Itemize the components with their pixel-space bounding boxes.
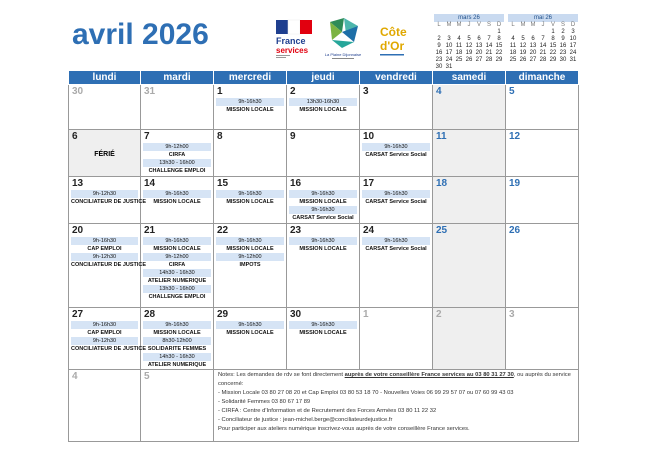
calendar-day-cell[interactable]: [287, 224, 360, 308]
mini-weekday-label: M: [446, 22, 452, 28]
calendar-day-cell[interactable]: [69, 85, 141, 130]
calendar-day-cell[interactable]: [360, 85, 433, 130]
mini-day: 8: [551, 36, 555, 42]
mini-day: 8: [497, 36, 501, 42]
day-number: 5: [144, 371, 150, 382]
mini-day: 31: [445, 64, 453, 70]
mini-day: 22: [549, 50, 557, 56]
day-number: 6: [72, 131, 78, 142]
event-label: CHALLENGE EMPLOI: [148, 294, 206, 300]
event-label: CAP EMPLOI: [87, 330, 122, 336]
calendar-day-cell[interactable]: [506, 177, 579, 224]
france-services-logo: [272, 20, 316, 60]
calendar-day-cell[interactable]: [506, 130, 579, 177]
mini-weekday-label: S: [486, 22, 491, 28]
mini-weekday-label: M: [456, 22, 462, 28]
event-time: 9h-12h00: [143, 253, 211, 261]
event-label: SOLIDARITE FEMMES: [147, 346, 207, 352]
event-label: CIRFA: [168, 152, 186, 158]
day-number: 24: [363, 225, 375, 236]
calendar-day-cell[interactable]: [141, 370, 214, 442]
calendar-day-cell[interactable]: [141, 85, 214, 130]
event-label: CIRFA: [168, 262, 186, 268]
event-label: CONCILIATEUR DE JUSTICE: [71, 346, 147, 352]
cote-dor-logo-line1: Côte: [380, 25, 407, 39]
mini-day: [434, 29, 444, 36]
day-number: 27: [72, 309, 84, 320]
day-number: 22: [217, 225, 229, 236]
calendar-day-cell[interactable]: [141, 130, 214, 177]
event-time: 9h-16h30: [143, 321, 211, 329]
weekday-header: mardi: [141, 71, 214, 85]
calendar-week-row: [69, 130, 579, 177]
mini-day: 21: [485, 50, 493, 56]
event-label: IMPOTS: [239, 262, 261, 268]
calendar-day-cell[interactable]: [287, 85, 360, 130]
mini-day: 16: [559, 43, 567, 49]
mini-day: 30: [559, 57, 567, 63]
day-number: 15: [217, 178, 229, 189]
calendar-day-cell[interactable]: [433, 177, 506, 224]
calendar-day-cell[interactable]: [360, 130, 433, 177]
mini-calendar-title: mars 26: [434, 14, 504, 22]
day-number: 17: [363, 178, 375, 189]
event-time: 9h-16h30: [362, 237, 430, 245]
weekday-header-row: [69, 71, 579, 85]
day-number: 8: [217, 131, 223, 142]
mini-day: 23: [559, 50, 567, 56]
event-label: CARSAT Service Social: [365, 152, 427, 158]
calendar-day-cell[interactable]: [214, 224, 287, 308]
event-label: MISSION LOCALE: [226, 330, 274, 336]
event-label: MISSION LOCALE: [226, 199, 274, 205]
day-number: 16: [290, 178, 302, 189]
calendar-day-cell[interactable]: [287, 130, 360, 177]
event-time: 9h-12h30: [71, 337, 138, 345]
mini-day: 12: [519, 43, 527, 49]
mini-day: 17: [569, 43, 577, 49]
mini-day: 11: [509, 43, 517, 49]
mini-day: 24: [445, 57, 453, 63]
day-number: 10: [363, 131, 375, 142]
event-label: MISSION LOCALE: [153, 246, 201, 252]
event-label: MISSION LOCALE: [153, 199, 201, 205]
mini-weekday-label: D: [496, 22, 502, 28]
event-time: 9h-16h30: [362, 190, 430, 198]
month-calendar: [68, 70, 579, 442]
mini-day: [484, 29, 494, 36]
cote-dor-logo: [376, 20, 416, 60]
mini-day: 3: [571, 29, 575, 35]
event-time: 9h-16h30: [71, 321, 138, 329]
mini-day: 14: [539, 43, 547, 49]
mini-day: 14: [485, 43, 493, 49]
mini-day: [444, 29, 454, 36]
calendar-day-cell[interactable]: [506, 85, 579, 130]
notes-intro: [218, 371, 574, 389]
mini-day: [528, 29, 538, 36]
calendar-day-cell[interactable]: [214, 177, 287, 224]
day-number: 26: [509, 225, 521, 236]
event-label: MISSION LOCALE: [299, 330, 347, 336]
day-number: 5: [509, 86, 515, 97]
calendar-day-cell[interactable]: [433, 130, 506, 177]
event-time: 9h-16h30: [143, 190, 211, 198]
day-number: 18: [436, 178, 448, 189]
event-time: 9h-12h00: [143, 143, 211, 151]
event-label: CONCILIATEUR DE JUSTICE: [71, 262, 147, 268]
calendar-day-cell[interactable]: [360, 308, 433, 370]
event-time: 13h30-16h30: [289, 98, 357, 106]
mini-weekday-label: V: [476, 22, 481, 28]
mini-day: 19: [465, 50, 473, 56]
mini-weekday-label: V: [550, 22, 555, 28]
calendar-day-cell[interactable]: [214, 130, 287, 177]
day-number: 2: [290, 86, 296, 97]
mini-day: 18: [509, 50, 517, 56]
mini-calendar-prev: [434, 14, 504, 71]
mini-day: 29: [549, 57, 557, 63]
event-time: 9h-12h30: [71, 190, 138, 198]
france-services-logo-line1: France: [276, 36, 306, 46]
calendar-day-cell[interactable]: [506, 308, 579, 370]
mini-day: 5: [521, 36, 525, 42]
day-number: 19: [509, 178, 521, 189]
event-label: CARSAT Service Social: [365, 246, 427, 252]
calendar-day-cell[interactable]: [214, 85, 287, 130]
calendar-week-row: [69, 224, 579, 308]
day-number: 12: [509, 131, 521, 142]
event-time: 9h-16h30: [289, 321, 357, 329]
mini-day: 20: [529, 50, 537, 56]
mini-day: 17: [445, 50, 453, 56]
calendar-day-cell[interactable]: [69, 224, 147, 308]
mini-day: 30: [435, 64, 443, 70]
mini-day: 15: [549, 43, 557, 49]
mini-day: [518, 29, 528, 36]
day-number: 25: [436, 225, 448, 236]
mini-day: [508, 29, 518, 36]
notes-line: - Conciliateur de justice : jean-michel.berge@conciliateurdejustice.fr: [218, 417, 393, 423]
mini-day: 19: [519, 50, 527, 56]
calendar-day-cell[interactable]: [287, 308, 360, 370]
notes-cell: [214, 370, 579, 442]
event-label: ATELIER NUMERIQUE: [147, 362, 207, 368]
weekday-header: samedi: [433, 71, 506, 85]
calendar-week-row: [69, 85, 579, 130]
mini-weekday-label: L: [511, 22, 515, 28]
cote-dor-logo-line2: d'Or: [380, 39, 405, 53]
event-label: MISSION LOCALE: [226, 107, 274, 113]
event-label: ATELIER NUMERIQUE: [147, 278, 207, 284]
mini-day: 7: [541, 36, 545, 42]
mini-day: 1: [551, 29, 555, 35]
mini-day: 26: [519, 57, 527, 63]
day-number: 30: [290, 309, 302, 320]
mini-day: 22: [495, 50, 503, 56]
calendar-day-cell[interactable]: [433, 308, 506, 370]
event-time: 8h30-12h00: [143, 337, 211, 345]
mini-weekday-label: J: [541, 22, 545, 28]
mini-day: 13: [529, 43, 537, 49]
day-number: 4: [436, 86, 442, 97]
mini-day: 25: [509, 57, 517, 63]
calendar-day-cell[interactable]: [360, 177, 433, 224]
calendar-day-cell[interactable]: [141, 308, 214, 370]
mini-weekday-label: S: [560, 22, 565, 28]
day-number: 1: [363, 309, 369, 320]
event-label: MISSION LOCALE: [226, 246, 274, 252]
weekday-header: jeudi: [287, 71, 360, 85]
mini-day: [474, 29, 484, 36]
mini-day: 23: [435, 57, 443, 63]
event-time: 9h-12h30: [71, 253, 138, 261]
calendar-day-cell[interactable]: [141, 177, 214, 224]
calendar-day-cell[interactable]: [287, 177, 360, 224]
mini-day: 5: [467, 36, 471, 42]
mini-day: 25: [455, 57, 463, 63]
day-number: 3: [363, 86, 369, 97]
event-time: 9h-16h30: [289, 237, 357, 245]
mini-day: 9: [561, 36, 565, 42]
event-time: 9h-16h30: [289, 206, 357, 214]
day-number: 28: [144, 309, 156, 320]
mini-day: 10: [445, 43, 453, 49]
day-number: 11: [436, 131, 447, 142]
mini-weekday-label: L: [437, 22, 441, 28]
mini-weekday-label: D: [570, 22, 576, 28]
mini-day: 21: [539, 50, 547, 56]
mini-day: 10: [569, 36, 577, 42]
calendar-day-cell[interactable]: [69, 308, 147, 370]
event-time: 9h-16h30: [216, 237, 284, 245]
mini-day: 31: [569, 57, 577, 63]
mini-calendar-grid: [508, 22, 578, 64]
event-time: 9h-16h30: [289, 190, 357, 198]
mini-day: [454, 29, 464, 36]
mini-weekday-label: M: [520, 22, 526, 28]
mini-day: 13: [475, 43, 483, 49]
notes-line: - CIRFA : Centre d'Information et de Recrutement des Forces Armées 03 80 11 22 32: [218, 408, 437, 414]
calendar-week-row: [69, 370, 579, 442]
mini-day: 29: [495, 57, 503, 63]
event-time: 9h-16h30: [362, 143, 430, 151]
notes-suffix: , ou auprès du service concerné:: [218, 372, 571, 387]
event-time: 9h-16h30: [71, 237, 138, 245]
day-number: 2: [436, 309, 442, 320]
notes: [216, 370, 576, 435]
calendar-day-cell[interactable]: [433, 224, 506, 308]
event-label: MISSION LOCALE: [153, 330, 201, 336]
mini-day: 11: [455, 43, 463, 49]
day-number: 23: [290, 225, 302, 236]
event-time: 13h30 - 16h00: [143, 285, 211, 293]
day-number: 29: [217, 309, 229, 320]
mini-day: 3: [447, 36, 451, 42]
mini-day: 7: [487, 36, 491, 42]
day-number: 3: [509, 309, 515, 320]
calendar-day-cell[interactable]: [360, 224, 433, 308]
mini-weekday-label: J: [467, 22, 471, 28]
event-time: 9h-12h00: [216, 253, 284, 261]
event-time: 9h-16h30: [216, 321, 284, 329]
event-label: MISSION LOCALE: [299, 199, 347, 205]
mini-weekday-label: M: [530, 22, 536, 28]
mini-day: 28: [539, 57, 547, 63]
mini-day: [464, 29, 474, 36]
event-label: CARSAT Service Social: [365, 199, 427, 205]
day-number: 7: [144, 131, 150, 142]
notes-phone-highlight: auprès de votre conseillère France services au 03 80 31 27 30: [344, 372, 514, 378]
day-number: 20: [72, 225, 84, 236]
mini-day: 12: [465, 43, 473, 49]
day-number: 31: [144, 86, 156, 97]
plaine-dijonnaise-logo-text: La Plaine Dijonnaise: [324, 52, 362, 57]
calendar-week-row: [69, 177, 579, 224]
event-label: MISSION LOCALE: [299, 107, 347, 113]
day-number: 30: [72, 86, 84, 97]
mini-day: [538, 29, 548, 36]
calendar-day-cell[interactable]: [69, 370, 141, 442]
day-number: 14: [144, 178, 156, 189]
mini-day: 24: [569, 50, 577, 56]
day-number: 9: [290, 131, 296, 142]
event-time: 14h30 - 16h30: [143, 353, 211, 361]
weekday-header: vendredi: [360, 71, 433, 85]
event-time: 9h-16h30: [143, 237, 211, 245]
mini-day: 2: [437, 36, 441, 42]
mini-day: 27: [475, 57, 483, 63]
calendar-day-cell[interactable]: [69, 130, 141, 177]
holiday-label: FÉRIÉ: [94, 151, 115, 158]
day-number: 21: [144, 225, 156, 236]
event-label: CARSAT Service Social: [292, 215, 354, 221]
event-time: 9h-16h30: [216, 190, 284, 198]
mini-calendar-title: mai 26: [508, 14, 578, 22]
page-title: avril 2026: [72, 18, 209, 51]
calendar-day-cell[interactable]: [69, 177, 147, 224]
mini-day: 20: [475, 50, 483, 56]
france-services-logo-line2: services: [276, 46, 309, 55]
notes-line: - Solidarité Femmes 03 80 67 17 89: [218, 399, 311, 405]
day-number: 1: [217, 86, 223, 97]
event-time: 9h-16h30: [216, 98, 284, 106]
calendar-day-cell[interactable]: [433, 85, 506, 130]
notes-line: Pour participer aux ateliers numérique inscrivez-vous auprès de votre conseillère France services.: [218, 426, 470, 432]
calendar-day-cell[interactable]: [506, 224, 579, 308]
notes-line: - Mission Locale 03 80 27 08 20 et Cap Emploi 03 80 53 18 70 - Nouvelles Voies 06 99 29 57 07 ou 07 60 99 43 03: [218, 390, 514, 396]
notes-prefix: Notes: Les demandes de rdv se font directement: [218, 372, 345, 378]
mini-day: 1: [497, 29, 501, 35]
weekday-header: dimanche: [506, 71, 579, 85]
mini-calendar-next: [508, 14, 578, 64]
event-label: CONCILIATEUR DE JUSTICE: [71, 199, 147, 205]
mini-day: 6: [531, 36, 535, 42]
mini-day: 27: [529, 57, 537, 63]
mini-day: 4: [457, 36, 461, 42]
mini-day: 4: [511, 36, 515, 42]
mini-calendar-grid: [434, 22, 504, 71]
calendar-week-row: [69, 308, 579, 370]
calendar-day-cell[interactable]: [214, 308, 287, 370]
event-label: CHALLENGE EMPLOI: [148, 168, 206, 174]
event-label: CAP EMPLOI: [87, 246, 122, 252]
mini-day: 9: [437, 43, 441, 49]
calendar-day-cell[interactable]: [141, 224, 214, 308]
day-number: 4: [72, 371, 78, 382]
mini-day: 16: [435, 50, 443, 56]
mini-day: 26: [465, 57, 473, 63]
weekday-header: mercredi: [214, 71, 287, 85]
mini-day: 15: [495, 43, 503, 49]
event-time: 14h30 - 16h30: [143, 269, 211, 277]
mini-day: 28: [485, 57, 493, 63]
weekday-header: lundi: [69, 71, 141, 85]
mini-day: 6: [477, 36, 481, 42]
day-number: 13: [72, 178, 84, 189]
event-time: 13h30 - 16h00: [143, 159, 211, 167]
plaine-dijonnaise-logo: [322, 16, 364, 62]
mini-day: 18: [455, 50, 463, 56]
event-label: MISSION LOCALE: [299, 246, 347, 252]
mini-day: 2: [561, 29, 565, 35]
